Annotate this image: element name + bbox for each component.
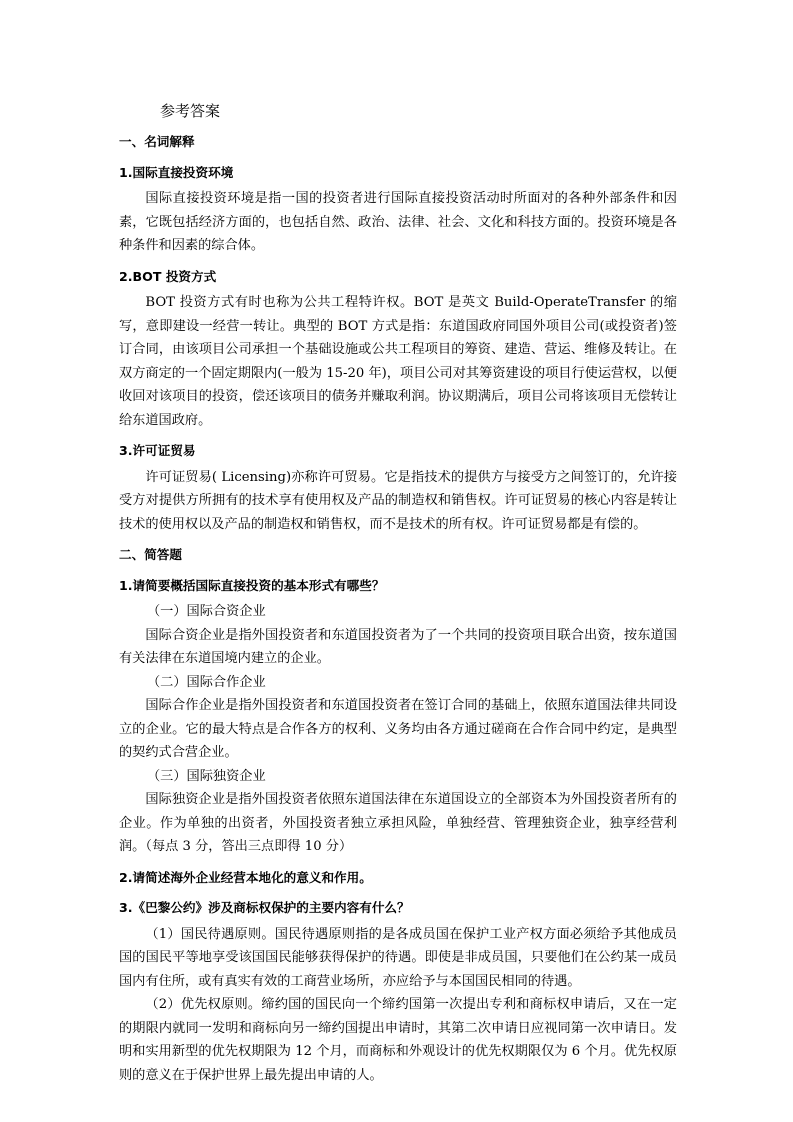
paragraph-cooperative: 国际合作企业是指外国投资者和东道国投资者在签订合同的基础上，依照东道国法律共同设立的企业。它的最大特点是合作各方的权利、义务均由各方通过磋商在合作合同中约定，是典型的契约式合营企业。 bbox=[119, 698, 677, 760]
document-title: 参考答案 bbox=[160, 102, 221, 120]
question-heading-1: 1.请简要概括国际直接投资的基本形式有哪些？ bbox=[119, 577, 385, 593]
subheading-cooperative: （二）国际合作企业 bbox=[147, 674, 266, 690]
question-heading-3: 3.《巴黎公约》涉及商标权保护的主要内容有什么？ bbox=[119, 900, 410, 915]
document-body bbox=[119, 130, 677, 1087]
term-heading-3: 3.许可证贸易 bbox=[119, 443, 196, 458]
paragraph-joint-venture: 国际合资企业是指外国投资者和东道国投资者为了一个共同的投资项目联合出资，按东道国有关法律在东道国境内建立的企业。 bbox=[119, 627, 677, 666]
term-heading-2: 2.BOT 投资方式 bbox=[119, 268, 217, 284]
section-heading-short-answers: 二、简答题 bbox=[119, 547, 182, 562]
question-heading-2: 2.请简述海外企业经营本地化的意义和作用。 bbox=[119, 869, 372, 885]
paragraph-priority-right: （2）优先权原则。缔约国的国民向一个缔约国第一次提出专利和商标权申请后，又在一定的期限内就同一发明和商标向另一缔约国提出申请时，其第二次申请日应视同第一次申请日。发明和实用新型的优先权期限为 12 个月，而商标和外观设计的优先权期限仅为 6 个月。优先权原则的意义在于保护世界上最先提出申请的人。 bbox=[119, 997, 677, 1083]
term-paragraph-2: BOT 投资方式有时也称为公共工程特许权。BOT 是英文 Build-OperateTransfer 的缩写，意即建设一经营一转让。典型的 BOT 方式是指：东道国政府同国外项目公司(或投资者)签订合同，由该项目公司承担一个基础设施或公共工程项目的筹资、建造、营运、维修及转让。在双方商定的一个固定期限内(一般为 15-20 年)，项目公司对其筹资建设的项目行使运营权，以便收回对该项目的投资，偿还该项目的债务并赚取利润。协议期满后，项目公司将该项目无偿转让给东道国政府。 bbox=[119, 295, 677, 428]
paragraph-national-treatment: （1）国民待遇原则。国民待遇原则指的是各成员国在保护工业产权方面必须给予其他成员国的国民平等地享受该国国民能够获得保护的待遇。即使是非成员国，只要他们在公约某一成员国内有住所，或有真实有效的工商营业场所，亦应给予与本国国民相同的待遇。 bbox=[119, 926, 677, 989]
section-heading-definitions: 一、名词解释 bbox=[119, 134, 195, 149]
term-heading-1: 1.国际直接投资环境 bbox=[119, 164, 234, 180]
term-paragraph-1: 国际直接投资环境是指一国的投资者进行国际直接投资活动时所面对的各种外部条件和因素，它既包括经济方面的，也包括自然、政治、法律、社会、文化和科技方面的。投资环境是各种条件和因素的综合体。 bbox=[119, 191, 677, 253]
term-paragraph-3: 许可证贸易( Licensing)亦称许可贸易。它是指技术的提供方与接受方之间签订的，允许接受方对提供方所拥有的技术享有使用权及产品的制造权和销售权。许可证贸易的核心内容是转让技术的使用权以及产品的制造权和销售权，而不是技术的所有权。许可证贸易都是有偿的。 bbox=[119, 469, 677, 532]
paragraph-wholly-owned: 国际独资企业是指外国投资者依照东道国法律在东道国设立的全部资本为外国投资者所有的企业。作为单独的出资者，外国投资者独立承担风险，单独经营、管理独资企业，独享经营利润。（每点 3 分，答出三点即得 10 分） bbox=[119, 792, 677, 854]
subheading-wholly-owned: （三）国际独资企业 bbox=[147, 768, 266, 784]
subheading-joint-venture: （一）国际合资企业 bbox=[147, 604, 266, 619]
